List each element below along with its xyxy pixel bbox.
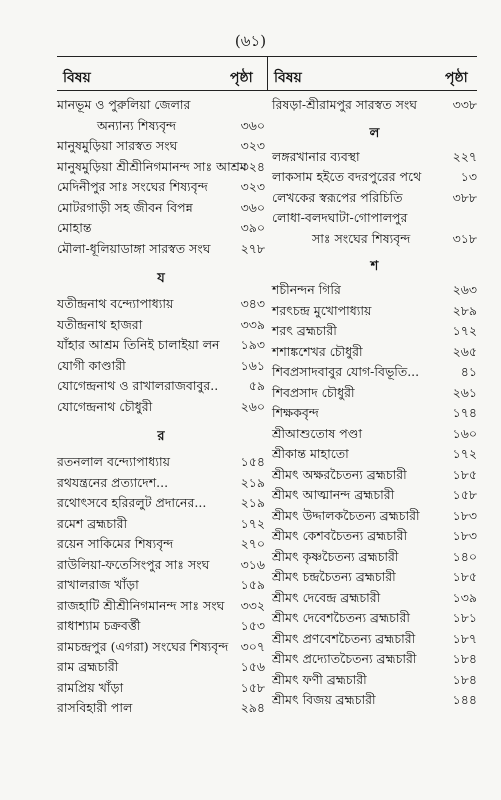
index-entry-title: মেদিনীপুর সাঃ সংঘের শিষ্যবৃন্দ: [57, 179, 208, 194]
index-entry-page: ১৫৪: [240, 454, 265, 469]
index-entry-page: ২৭৮: [240, 240, 265, 256]
index-entry-title: রয়েন সাকিমের শিষ্যবৃন্দ: [57, 536, 174, 551]
index-entry-title: শ্রীমৎ উদ্দালকচৈতন্য ব্রহ্মচারী: [272, 507, 420, 523]
index-entry-title: শ্রীমৎ আত্মানন্দ ব্রহ্মচারী: [272, 487, 395, 502]
index-entry-page: ১৪৪: [452, 692, 477, 707]
index-entry-page: ২১৯: [240, 495, 265, 510]
index-entry-page: ৪১: [460, 364, 477, 379]
index-entry-page: ৩৩৯: [240, 316, 265, 332]
right-page-header: পৃষ্ঠা: [445, 70, 468, 86]
index-entry-title: রাধাশ্যাম চক্রবর্ত্তী: [57, 618, 141, 633]
index-entry-page: ১৮১: [452, 610, 477, 625]
index-entry-page: ২১৯: [240, 474, 265, 490]
index-entry-title: শিক্ষকবৃন্দ: [272, 405, 319, 420]
index-entry-title: শরৎচন্দ্র মুখোপাধ্যায়: [272, 302, 372, 318]
index-entry-title: রিষড়া-শ্রীরামপুর সারস্বত সংঘ: [272, 97, 417, 112]
index-entry-page: ৩২৪: [240, 158, 265, 174]
index-entry-title: শ্রীমৎ প্রণবেশচৈতন্য ব্রহ্মচারী: [272, 630, 416, 646]
index-entry-title: শিবপ্রসাদবাবুর যোগ-বিভূতি...: [272, 364, 420, 379]
index-entry-title: শিবপ্রসাদ চৌধুরী: [272, 384, 355, 400]
index-entry-page: ২৬৫: [452, 343, 477, 359]
index-entry-title: রামচন্দ্রপুর (এগরা) সংঘের শিষ্যবৃন্দ: [57, 638, 229, 654]
index-entry-title: রথোৎসবে হরিরলুট প্রদানের...: [57, 495, 207, 510]
index-entry-title: মোহান্ত: [57, 220, 92, 235]
header-divider: [267, 57, 268, 90]
index-entry-page: ১৫৮: [452, 487, 477, 502]
index-entry-title: শ্রীমৎ কেশবচৈতন্য ব্রহ্মচারী: [272, 528, 408, 543]
index-entry-title: রথযন্ত্রনের প্রত্যাদেশ...: [57, 474, 169, 490]
index-entry-title: মৌলা-ধূলিয়াডাঙ্গা সারস্বত সংঘ: [57, 240, 211, 256]
index-entry-title: রাখালরাজ খাঁড়া: [57, 577, 139, 592]
index-entry-page: ৩০৭: [240, 638, 265, 654]
index-entry-page: ১৮৭: [452, 630, 477, 646]
index-entry-page: ১৮৪: [452, 671, 477, 687]
index-entry-title: মানুষমুড়িয়া সারস্বত সংঘ: [57, 138, 178, 153]
index-entry-page: ১৩: [460, 169, 477, 184]
left-page-header: পৃষ্ঠা: [230, 70, 253, 86]
index-entry-title: যোগেন্দ্রনাথ ও রাখালরাজবাবুর..: [57, 378, 219, 393]
index-entry-title: শ্রীমৎ দেবেশচৈতন্য ব্রহ্মচারী: [272, 610, 410, 625]
index-entry-title: যতীন্দ্রনাথ বন্দ্যোপাধ্যায়: [57, 296, 174, 311]
index-entry-title: রাম ব্রহ্মচারী: [57, 659, 119, 674]
index-entry-title: যোগী কাণ্ডারী: [57, 357, 126, 373]
index-entry-title: মানভূম ও পুরুলিয়া জেলার: [57, 97, 191, 112]
index-entry-page: ২৮৯: [452, 302, 477, 318]
header-bottom-rule: [57, 90, 477, 91]
index-entry-page: ৩১৮: [452, 230, 477, 246]
index-entry-page: ১৭২: [452, 323, 477, 338]
index-entry-title: লঙ্গরখানার ব্যবস্থা: [272, 148, 360, 164]
right-subject-header: বিষয়: [274, 70, 302, 86]
index-entry-title: রতনলাল বন্দ্যোপাধ্যায়: [57, 454, 170, 469]
index-entry-page: ২৬০: [240, 398, 265, 414]
index-entry-page: ১৫৩: [240, 618, 265, 633]
index-entry-page: ৩৪৩: [240, 296, 265, 311]
index-entry-page: ৩৬০: [240, 117, 265, 133]
left-subject-header: বিষয়: [63, 70, 91, 86]
index-entry-title: শ্রীমৎ প্রদ্যোতচৈতন্য ব্রহ্মচারী: [272, 651, 417, 666]
index-entry-title: অন্যান্য শিষ্যবৃন্দ: [97, 117, 177, 133]
index-entry-page: ১৮৩: [452, 507, 477, 523]
index-entry-title: মোটরগাড়ী সহ জীবন বিপন্ন: [57, 199, 193, 215]
index-entry-title: শ্রীমৎ চন্দ্রচৈতন্য ব্রহ্মচারী: [272, 569, 396, 584]
index-entry-page: ১৫৬: [240, 659, 265, 674]
index-entry-title: শ্রীমৎ ফণী ব্রহ্মচারী: [272, 671, 367, 687]
index-entry-page: ২৬১: [452, 384, 477, 400]
index-entry-page: ১৩৯: [452, 589, 477, 605]
section-letter: র: [157, 429, 165, 444]
index-entry-title: রামপ্রিয় খাঁড়া: [57, 679, 124, 695]
index-entry-page: ২২৭: [452, 148, 477, 164]
index-entry-title: যাঁহার আশ্রম তিনিই চালাইয়া লন: [57, 337, 220, 352]
index-entry-title: শ্রীমৎ দেবেন্দ্র ব্রহ্মচারী: [272, 589, 381, 605]
index-entry-page: ৩৮৮: [452, 189, 477, 205]
index-entry-page: ৩৩৮: [452, 97, 477, 112]
index-entry-title: লোধা-বলদঘাটা-গোপালপুর: [272, 210, 408, 225]
index-entry-title: শ্রীমৎ কৃষ্ণচৈতন্য ব্রহ্মচারী: [272, 548, 399, 564]
section-letter: শ: [370, 259, 379, 274]
index-entry-page: ৩১৬: [240, 556, 265, 572]
index-entry-page: ২৯৪: [240, 700, 265, 715]
index-entry-page: ১৮৪: [452, 651, 477, 666]
index-entry-page: ৩৩২: [240, 597, 265, 613]
index-entry-page: ১৫৯: [240, 577, 265, 592]
index-entry-title: শ্রীকান্ত মাহাতো: [272, 446, 349, 461]
index-entry-title: রাজহাটি শ্রীশ্রীনিগমানন্দ সাঃ সংঘ: [57, 597, 225, 613]
index-entry-title: রাউলিয়া-ফতেসিংপুর সাঃ সংঘ: [57, 556, 210, 572]
index-entry-page: ১৭৪: [452, 405, 477, 420]
index-entry-page: ২৬৩: [452, 282, 477, 297]
index-entry-page: ১৬১: [240, 357, 265, 373]
index-entry-page: ২৭০: [240, 536, 265, 551]
index-entry-title: শশাঙ্কশেখর চৌধুরী: [272, 343, 363, 359]
section-letter: ল: [369, 125, 380, 141]
index-entry-page: ১৭২: [240, 515, 265, 531]
index-entry-title: শচীনন্দন গিরি: [272, 282, 341, 297]
index-entry-title: যোগেন্দ্রনাথ চৌধুরী: [57, 398, 153, 414]
index-entry-page: ৩৬০: [240, 199, 265, 215]
index-entry-page: ১৫৮: [240, 679, 265, 695]
index-entry-title: লেখকের স্বরূপের পরিচিতি: [272, 189, 403, 205]
index-entry-page: ১৮৫: [452, 466, 477, 482]
index-entry-page: ১৯৩: [240, 337, 265, 352]
index-entry-title: রমেশ ব্রহ্মচারী: [57, 515, 128, 531]
index-entry-title: শ্রীমৎ অক্ষরচৈতন্য ব্রহ্মচারী: [272, 466, 407, 482]
index-entry-title: মানুষমুড়িয়া শ্রীশ্রীনিগমানন্দ সাঃ আশ্রম: [57, 158, 247, 174]
index-entry-page: ১৮৫: [452, 569, 477, 584]
index-entry-page: ৩৯০: [240, 220, 265, 235]
index-entry-page: ৩২৩: [240, 179, 265, 194]
page-number: (৬১): [234, 32, 267, 50]
index-entry-page: ১৬০: [452, 425, 477, 441]
index-entry-title: শরৎ ব্রহ্মচারী: [272, 323, 337, 338]
index-entry-title: রাসবিহারী পাল: [57, 700, 133, 715]
index-entry-title: যতীন্দ্রনাথ হাজরা: [57, 316, 143, 332]
index-entry-page: ১৪০: [452, 548, 477, 564]
index-entry-page: ১৮৩: [452, 528, 477, 543]
section-letter: য: [157, 271, 165, 286]
index-entry-title: লাকসাম হইতে বদরপুরের পথে: [272, 169, 422, 184]
index-entry-page: ৩২৩: [240, 138, 265, 153]
index-entry-page: ১৭২: [452, 446, 477, 461]
index-entry-title: সাঃ সংঘের শিষ্যবৃন্দ: [312, 230, 411, 246]
index-entry-title: শ্রীআশুতোষ পণ্ডা: [272, 425, 362, 441]
index-entry-page: ৫৯: [248, 378, 265, 393]
index-entry-title: শ্রীমৎ বিজয় ব্রহ্মচারী: [272, 692, 376, 707]
